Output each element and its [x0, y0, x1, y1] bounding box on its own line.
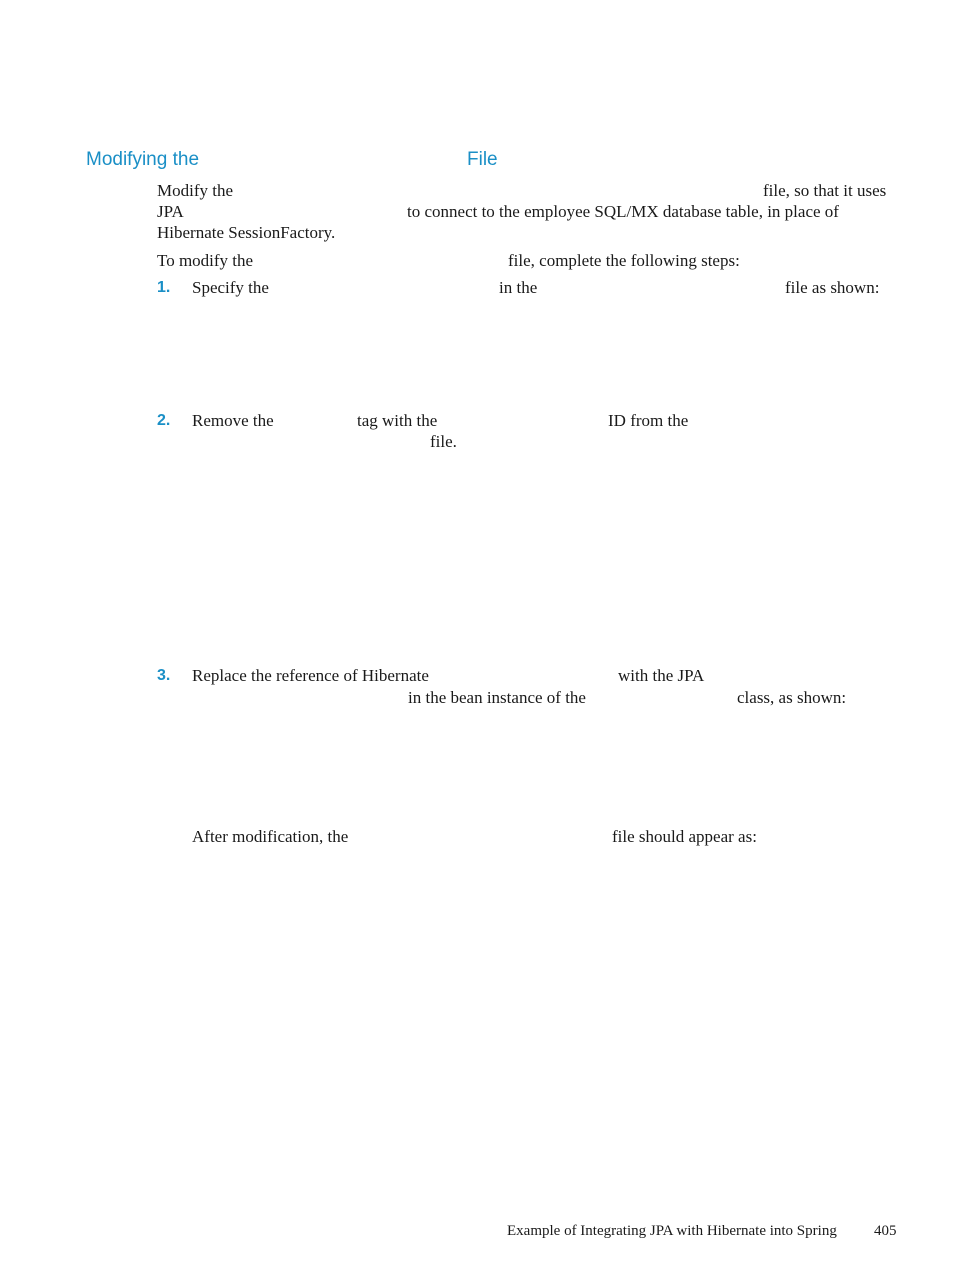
- step-1-text-c: file as shown:: [785, 278, 880, 297]
- step-2-text-a: Remove the: [192, 411, 274, 430]
- lead-right: file, complete the following steps:: [508, 251, 740, 270]
- step-1-text-b: in the: [499, 278, 538, 297]
- section-heading-right: File: [467, 149, 498, 170]
- step-2-text-b: tag with the: [357, 411, 438, 430]
- lead-left: To modify the: [157, 251, 254, 270]
- after-text-right: file should appear as:: [612, 827, 757, 846]
- intro-line1-left: Modify the: [157, 181, 234, 200]
- intro-line3: Hibernate SessionFactory.: [157, 223, 336, 242]
- running-footer-title: Example of Integrating JPA with Hibernate into Spring: [507, 1223, 837, 1239]
- step-2-text-d: file.: [430, 432, 457, 451]
- step-3-number: 3.: [157, 667, 171, 684]
- step-3-text-b: with the JPA: [618, 666, 705, 685]
- step-1-number: 1.: [157, 279, 171, 296]
- intro-line1-right: file, so that it uses: [763, 181, 887, 200]
- step-2-text-c: ID from the: [608, 411, 689, 430]
- step-3-text-c: in the bean instance of the: [408, 688, 586, 707]
- step-3-text-d: class, as shown:: [737, 688, 847, 707]
- intro-line2-left: JPA: [157, 202, 184, 221]
- intro-line2-right: to connect to the employee SQL/MX database table, in place of: [407, 202, 839, 221]
- step-1-text-a: Specify the: [192, 278, 269, 297]
- section-heading-left: Modifying the: [86, 149, 200, 170]
- step-3-text-a: Replace the reference of Hibernate: [192, 666, 429, 685]
- after-text-left: After modification, the: [192, 827, 349, 846]
- page-number: 405: [874, 1223, 897, 1239]
- step-2-number: 2.: [157, 412, 171, 429]
